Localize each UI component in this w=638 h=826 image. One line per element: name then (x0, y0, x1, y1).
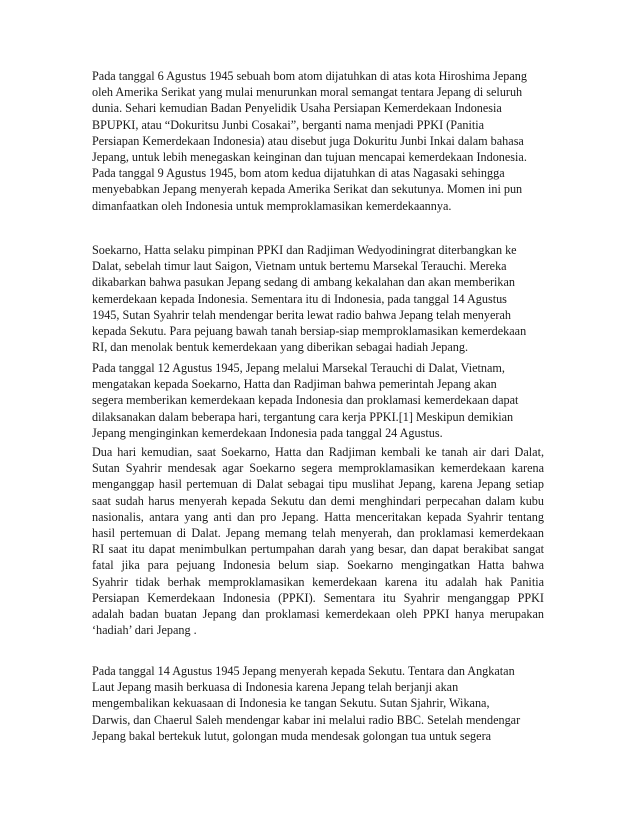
paragraph-4 (92, 444, 544, 638)
text-line: oleh Amerika Serikat yang mulai menurunkan moral semangat tentara Jepang di seluruh (92, 85, 523, 100)
text-line: dilaksanakan dalam beberapa hari, tergantung cara kerja PPKI.[1] Meskipun demikian (92, 409, 514, 424)
paragraph-1 (92, 68, 544, 214)
text-line: Pada tanggal 6 Agustus 1945 sebuah bom atom dijatuhkan di atas kota Hiroshima Jepang (92, 69, 527, 83)
text-line: menyebabkan Jepang menyerah kepada Amerika Serikat dan sekutunya. Momen ini pun (92, 182, 523, 197)
text-line: Jepang, untuk lebih menegaskan keinginan dan tujuan mencapai kemerdekaan Indonesia. (92, 150, 527, 165)
text-line: ‘hadiah’ dari Jepang . (92, 623, 197, 638)
text-line: saat sudah harus menyerah kepada Sekutu dan demi menghindari perpecahan dalam kubu (92, 493, 544, 508)
text-line: Persiapan Kemerdekaan Indonesia) atau disebut juga Dokuritu Junbi Inkai dalam bahasa (92, 133, 524, 148)
text-line: Sutan Syahrir mendesak agar Soekarno segera memproklamasikan kemerdekaan karena (92, 461, 544, 476)
paragraph-3 (92, 360, 544, 441)
paragraph-2 (92, 242, 544, 355)
text-line: dunia. Sehari kemudian Badan Penyelidik Usaha Persiapan Kemerdekaan Indonesia (92, 101, 502, 116)
text-line: fatal jika para pejuang Indonesia belum siap. Soekarno mengingatkan Hatta bahwa (92, 558, 544, 573)
text-line: RI, dan menolak bentuk kemerdekaan yang diberikan sebagai hadiah Jepang. (92, 340, 468, 355)
text-line: Dua hari kemudian, saat Soekarno, Hatta dan Radjiman kembali ke tanah air dari Dalat, (92, 445, 544, 459)
paragraph-5 (92, 663, 544, 744)
text-line: kepada Sekutu. Para pejuang bawah tanah bersiap-siap memproklamasikan kemerdekaan (92, 324, 527, 339)
text-line: Darwis, dan Chaerul Saleh mendengar kabar ini melalui radio BBC. Setelah mendengar (92, 712, 521, 727)
text-line: Dalat, sebelah timur laut Saigon, Vietnam untuk bertemu Marsekal Terauchi. Mereka (92, 259, 507, 274)
text-line: Soekarno, Hatta selaku pimpinan PPKI dan Radjiman Wedyodiningrat diterbangkan ke (92, 243, 517, 257)
text-line: Jepang bakal bertekuk lutut, golongan muda mendesak golongan tua untuk segera (92, 728, 492, 743)
text-line: dimanfaatkan oleh Indonesia untuk memproklamasikan kemerdekaannya. (92, 198, 452, 213)
text-line: Pada tanggal 12 Agustus 1945, Jepang melalui Marsekal Terauchi di Dalat, Vietnam, (92, 361, 505, 375)
text-line: nasionalis, antara yang anti dan pro Jepang. Hatta menceritakan kepada Syahrir tentang (92, 509, 544, 524)
text-line: 1945, Sutan Syahrir telah mendengar berita lewat radio bahwa Jepang telah menyerah (92, 307, 511, 322)
text-line: RI saat itu dapat menimbulkan pertumpahan darah yang besar, dan dapat berakibat sangat (92, 542, 544, 557)
text-line: Persiapan Kemerdekaan Indonesia (PPKI). Sementara itu Syahrir menganggap PPKI (92, 590, 544, 605)
text-line: hasil pertemuan di Dalat. Jepang memang telah menyerah, dan proklamasi kemerdekaan (92, 526, 544, 541)
text-line: Syahrir tidak berhak memproklamasikan kemerdekaan karena itu adalah hak Panitia (92, 574, 544, 589)
text-line: kemerdekaan kepada Indonesia. Sementara itu di Indonesia, pada tanggal 14 Agustus (92, 291, 507, 306)
text-line: Laut Jepang masih berkuasa di Indonesia karena Jepang telah berjanji akan (92, 680, 459, 695)
text-line: dikabarkan bahwa pasukan Jepang sedang di ambang kekalahan dan akan memberikan (92, 275, 516, 290)
text-line: Pada tanggal 9 Agustus 1945, bom atom kedua dijatuhkan di atas Nagasaki sehingga (92, 166, 505, 181)
text-line: BPUPKI, atau “Dokuritsu Junbi Cosakai”, berganti nama menjadi PPKI (Panitia (92, 117, 485, 132)
text-line: segera memberikan kemerdekaan kepada Indonesia dan proklamasi kemerdekaan dapat (92, 393, 519, 408)
text-line: mengatakan kepada Soekarno, Hatta dan Radjiman bahwa pemerintah Jepang akan (92, 377, 497, 392)
text-line: Jepang menginginkan kemerdekaan Indonesia pada tanggal 24 Agustus. (92, 425, 443, 440)
text-line: adalah badan buatan Jepang dan proklamasi kemerdekaan oleh PPKI hanya merupakan (92, 607, 544, 622)
text-line: Pada tanggal 14 Agustus 1945 Jepang menyerah kepada Sekutu. Tentara dan Angkatan (92, 664, 515, 678)
text-line: mengembalikan kekuasaan di Indonesia ke tangan Sekutu. Sutan Sjahrir, Wikana, (92, 696, 490, 711)
text-line: menganggap hasil pertemuan di Dalat sebagai tipu muslihat Jepang, karena Jepang setiap (92, 477, 544, 492)
